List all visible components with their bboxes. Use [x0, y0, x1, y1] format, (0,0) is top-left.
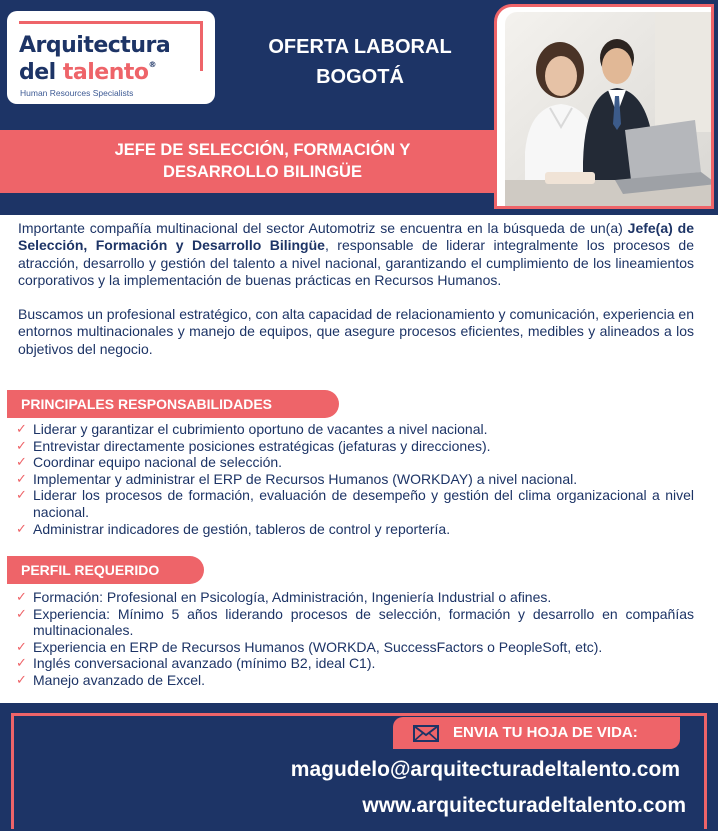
check-icon: ✓ [16, 454, 27, 470]
contact-footer [0, 703, 718, 831]
offer-title: OFERTA LABORAL BOGOTÁ [268, 36, 452, 88]
check-icon: ✓ [16, 470, 27, 486]
logo-text-line1: Arquitectura [19, 33, 171, 58]
check-icon: ✓ [16, 520, 27, 536]
list-item: ✓ Liderar y garantizar el cubrimiento oportuno de vacantes a nivel nacional. [16, 421, 488, 437]
contact-email-link[interactable]: magudelo@arquitecturadeltalento.com [290, 758, 680, 781]
list-item: ✓ Entrevistar directamente posiciones estratégicas (jefaturas y direcciones). [16, 437, 491, 454]
send-cv-banner [393, 717, 680, 749]
logo-text-line2: del talento® [19, 60, 157, 85]
responsibilities-heading: PRINCIPALES RESPONSABILIDADES [7, 390, 339, 418]
check-icon: ✓ [16, 487, 27, 503]
check-icon: ✓ [16, 671, 27, 687]
check-icon: ✓ [16, 638, 27, 654]
list-item: ✓ Liderar los procesos de formación, evaluación de desempeño y gestión del clima organizacional a nivel nacional. [16, 487, 694, 520]
responsibilities-list [16, 421, 694, 537]
mail-icon [413, 725, 439, 742]
intro-paragraph-2: Buscamos un profesional estratégico, con alta capacidad de relacionamiento y comunicación, experiencia en entornos multinacionales y manejo de equipos, que asegure procesos eficientes, medibles y alineados a los objetivos del negocio. [18, 306, 694, 357]
check-icon: ✓ [16, 421, 27, 436]
job-title-banner: JEFE DE SELECCIÓN, FORMACIÓN Y DESARROLLO BILINGÜE [0, 130, 495, 193]
list-item: ✓ Coordinar equipo nacional de selección. [16, 454, 283, 471]
profile-heading: PERFIL REQUERIDO [7, 556, 204, 584]
intro-paragraph-1: Importante compañía multinacional del sector Automotriz se encuentra en la búsqueda de un(a) Jefe(a) de Selección, Formación y Desarrollo Bilingüe, responsable de liderar integralmente los procesos de atracción, desarrollo y gestión del talento a nivel nacional, garantizando el cumplimiento de los lineamientos corporativos y la implementación de buenas prácticas en Recursos Humanos. [18, 220, 694, 288]
send-cv-label: ENVIA TU HOJA DE VIDA: [453, 724, 638, 741]
list-item: ✓ Experiencia en ERP de Recursos Humanos (WORKDA, SuccessFactors o PeopleSoft, etc). [16, 638, 603, 655]
logo-tagline: Human Resources Specialists [20, 88, 134, 98]
list-item: ✓ Formación: Profesional en Psicología, Administración, Ingeniería Industrial o afines. [16, 589, 552, 605]
check-icon: ✓ [16, 605, 27, 621]
website-link[interactable]: www.arquitecturadeltalento.com [362, 794, 686, 817]
check-icon: ✓ [16, 589, 27, 604]
header-band [0, 0, 718, 215]
list-item: ✓ Manejo avanzado de Excel. [16, 671, 205, 688]
check-icon: ✓ [16, 655, 27, 671]
list-item: ✓ Inglés conversacional avanzado (mínimo B2, ideal C1). [16, 655, 376, 672]
list-item: ✓ Implementar y administrar el ERP de Recursos Humanos (WORKDAY) a nivel nacional. [16, 470, 578, 487]
profile-list [16, 589, 694, 689]
check-icon: ✓ [16, 437, 27, 453]
office-photo-illustration [505, 12, 711, 206]
photo-frame [494, 4, 714, 209]
list-item: ✓ Experiencia: Mínimo 5 años liderando procesos de selección, formación y desarrollo en compañías multinacionales. [16, 605, 694, 639]
company-logo[interactable] [7, 11, 215, 104]
intro-text [18, 220, 694, 358]
job-title-highlight: Jefe(a) de Selección, Formación y Desarrollo Bilingüe [18, 220, 694, 254]
list-item: ✓ Administrar indicadores de gestión, tableros de control y reportería. [16, 520, 451, 537]
office-photo [505, 12, 711, 206]
